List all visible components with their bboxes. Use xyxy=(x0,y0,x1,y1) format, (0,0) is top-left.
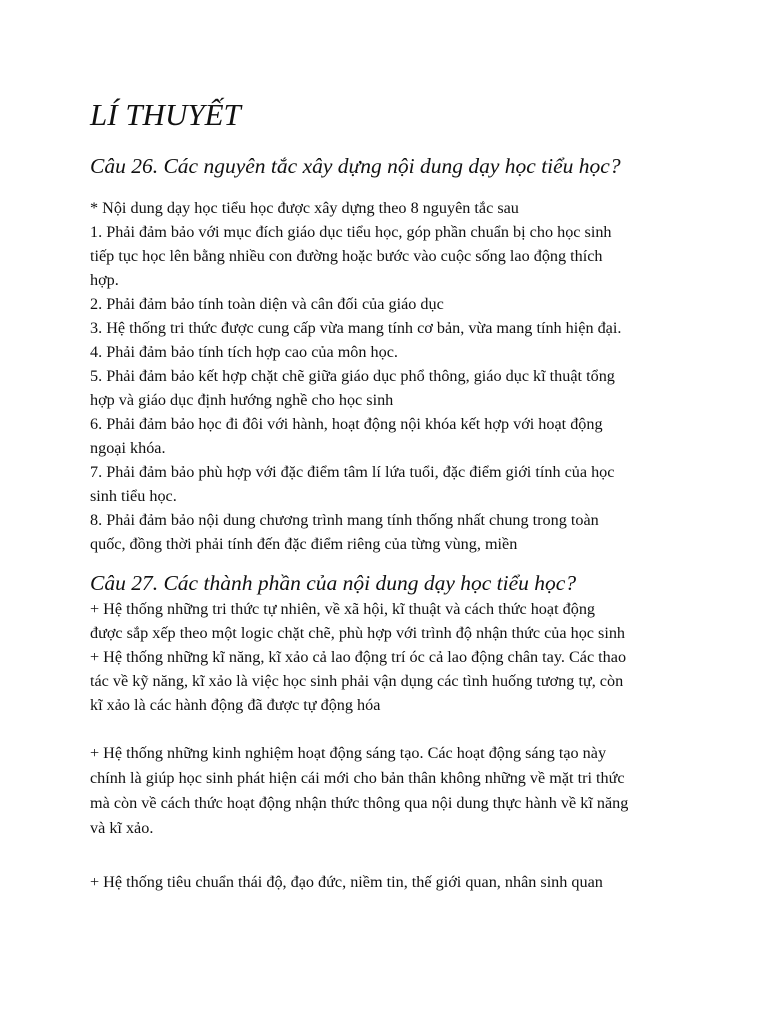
question-26-heading: Câu 26. Các nguyên tắc xây dựng nội dung dạy học tiểu học? xyxy=(90,154,621,178)
text-line: và kĩ xảo. xyxy=(90,819,154,837)
question-26-body xyxy=(90,196,690,556)
question-27-paragraph-3 xyxy=(90,870,690,894)
text-line: sinh tiểu học. xyxy=(90,487,177,505)
text-line: * Nội dung dạy học tiểu học được xây dựng theo 8 nguyên tắc sau xyxy=(90,199,519,217)
text-line: 8. Phải đảm bảo nội dung chương trình mang tính thống nhất chung trong toàn xyxy=(90,511,599,529)
text-line: hợp. xyxy=(90,271,119,289)
text-line: tác về kỹ năng, kĩ xảo là việc học sinh phải vận dụng các tình huống tương tự, còn xyxy=(90,672,624,690)
page-title: LÍ THUYẾT xyxy=(90,97,241,132)
text-line: được sắp xếp theo một logic chặt chẽ, phù hợp với trình độ nhận thức của học sinh xyxy=(90,624,626,642)
text-line: quốc, đồng thời phải tính đến đặc điểm riêng của từng vùng, miền xyxy=(90,535,518,553)
question-27-heading: Câu 27. Các thành phần của nội dung dạy học tiểu học? xyxy=(90,571,577,595)
text-line: tiếp tục học lên bằng nhiều con đường hoặc bước vào cuộc sống lao động thích xyxy=(90,247,603,265)
text-line: chính là giúp học sinh phát hiện cái mới cho bản thân không những về mặt tri thức xyxy=(90,769,625,787)
text-line: 4. Phải đảm bảo tính tích hợp cao của môn học. xyxy=(90,343,398,361)
text-line: + Hệ thống những kinh nghiệm hoạt động sáng tạo. Các hoạt động sáng tạo này xyxy=(90,744,607,762)
text-line: 1. Phải đảm bảo với mục đích giáo dục tiểu học, góp phần chuẩn bị cho học sinh xyxy=(90,223,612,241)
text-line: mà còn về cách thức hoạt động nhận thức thông qua nội dung thực hành về kĩ năng xyxy=(90,794,629,812)
text-line: + Hệ thống tiêu chuẩn thái độ, đạo đức, niềm tin, thế giới quan, nhân sinh quan xyxy=(90,873,603,891)
text-line: 7. Phải đảm bảo phù hợp với đặc điểm tâm lí lứa tuổi, đặc điểm giới tính của học xyxy=(90,463,615,481)
text-line: 6. Phải đảm bảo học đi đôi với hành, hoạt động nội khóa kết hợp với hoạt động xyxy=(90,415,603,433)
text-line: + Hệ thống những tri thức tự nhiên, về xã hội, kĩ thuật và cách thức hoạt động xyxy=(90,600,596,618)
text-line: 2. Phải đảm bảo tính toàn diện và cân đối của giáo dục xyxy=(90,295,444,313)
text-line: 3. Hệ thống tri thức được cung cấp vừa mang tính cơ bản, vừa mang tính hiện đại. xyxy=(90,319,622,337)
text-line: + Hệ thống những kĩ năng, kĩ xảo cả lao động trí óc cả lao động chân tay. Các thao xyxy=(90,648,627,666)
question-27-paragraph-1 xyxy=(90,597,690,717)
text-line: kĩ xảo là các hành động đã được tự động hóa xyxy=(90,696,381,714)
question-27-paragraph-2 xyxy=(90,741,690,841)
text-line: hợp và giáo dục định hướng nghề cho học sinh xyxy=(90,391,394,409)
text-line: 5. Phải đảm bảo kết hợp chặt chẽ giữa giáo dục phổ thông, giáo dục kĩ thuật tổng xyxy=(90,367,615,385)
text-line: ngoại khóa. xyxy=(90,439,166,457)
